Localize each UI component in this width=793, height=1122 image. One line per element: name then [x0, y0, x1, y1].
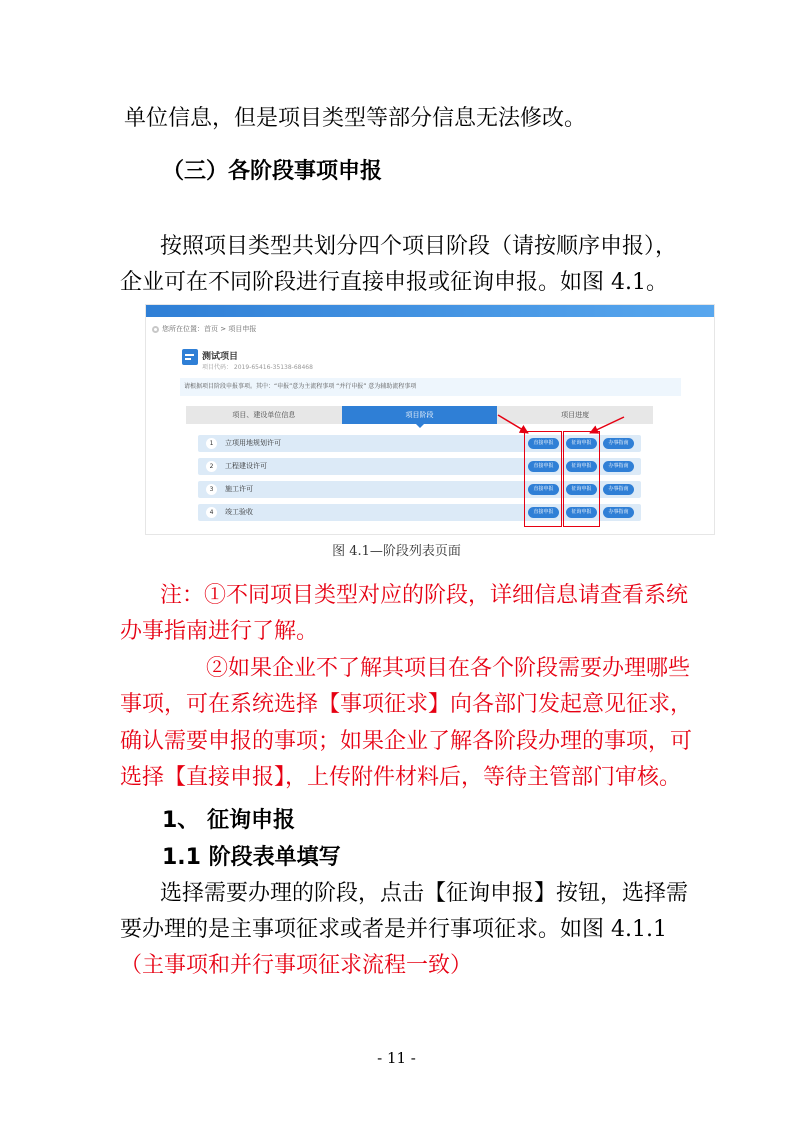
tab-project-info[interactable]: 项目、建设单位信息: [232, 411, 296, 419]
note-line: 办事指南进行了解。: [120, 619, 319, 644]
note-line: 事项，可在系统选择【事项征求】向各部门发起意见征求，: [120, 692, 693, 717]
tab-project-stages[interactable]: 项目阶段: [342, 406, 498, 424]
note-line: 注：①不同项目类型对应的阶段，详细信息请查看系统: [160, 583, 689, 608]
section-heading: （三）各阶段事项申报: [162, 159, 383, 184]
stage-number: 2: [206, 461, 217, 472]
stage-number: 4: [206, 507, 217, 518]
stage-name: 立项用地规划许可: [225, 439, 281, 447]
direct-apply-button[interactable]: 直接申报: [528, 484, 559, 495]
guide-button[interactable]: 办事指南: [603, 484, 634, 495]
stage-list-screenshot: [146, 305, 714, 534]
notice-bar: 请根据项目阶段申报事项。其中：“申报”意为主流程事项 “并行申报” 意为辅助流程事项: [180, 378, 681, 396]
stage-number: 3: [206, 484, 217, 495]
consult-apply-button[interactable]: 征询申报: [566, 507, 597, 518]
note-line: 选择【直接申报】，上传附件材料后，等待主管部门审核。: [120, 765, 682, 790]
page-number: - 11 -: [377, 1049, 416, 1067]
consult-apply-button[interactable]: 征询申报: [566, 438, 597, 449]
section-heading: 1、 征询申报: [162, 808, 295, 833]
subsection-heading: 1.1 阶段表单填写: [162, 845, 341, 870]
guide-button[interactable]: 办事指南: [603, 507, 634, 518]
paragraph-line: 单位信息，但是项目类型等部分信息无法修改。: [124, 106, 587, 131]
annotation-arrows: [146, 305, 714, 534]
paragraph-line: 企业可在不同阶段进行直接申报或征询申报。如图 4.1。: [120, 270, 668, 295]
note-line: 确认需要申报的事项；如果企业了解各阶段办理的事项，可: [120, 729, 693, 754]
consult-apply-button[interactable]: 征询申报: [566, 461, 597, 472]
paragraph-line: （主事项和并行事项征求流程一致）: [120, 953, 473, 978]
note-line: ②如果企业不了解其项目在各个阶段需要办理哪些: [206, 656, 691, 681]
direct-apply-button[interactable]: 直接申报: [528, 438, 559, 449]
arrow-to-consult: [590, 417, 624, 433]
guide-button[interactable]: 办事指南: [603, 461, 634, 472]
stage-name: 工程建设许可: [225, 462, 267, 470]
stage-name: 施工许可: [225, 485, 253, 493]
guide-button[interactable]: 办事指南: [603, 438, 634, 449]
paragraph-line: 要办理的是主事项征求或者是并行事项征求。如图 4.1.1: [120, 917, 667, 942]
consult-apply-button[interactable]: 征询申报: [566, 484, 597, 495]
project-title: 测试项目: [202, 352, 239, 362]
tab-project-progress[interactable]: 项目进度: [561, 411, 590, 419]
direct-apply-button[interactable]: 直接申报: [528, 461, 559, 472]
stage-number: 1: [206, 438, 217, 449]
paragraph-line: 按照项目类型共划分四个项目阶段（请按顺序申报），: [160, 234, 678, 259]
project-code: 项目代码： 2019-65416-35138-68468: [202, 364, 313, 371]
breadcrumb-text: 您所在位置：首页 > 项目申报: [162, 325, 257, 333]
direct-apply-button[interactable]: 直接申报: [528, 507, 559, 518]
paragraph-line: 选择需要办理的阶段，点击【征询申报】按钮，选择需: [160, 881, 689, 906]
figure-caption: 图 4.1—阶段列表页面: [332, 544, 461, 559]
arrow-to-direct: [498, 415, 528, 433]
stage-name: 竣工验收: [225, 508, 253, 516]
